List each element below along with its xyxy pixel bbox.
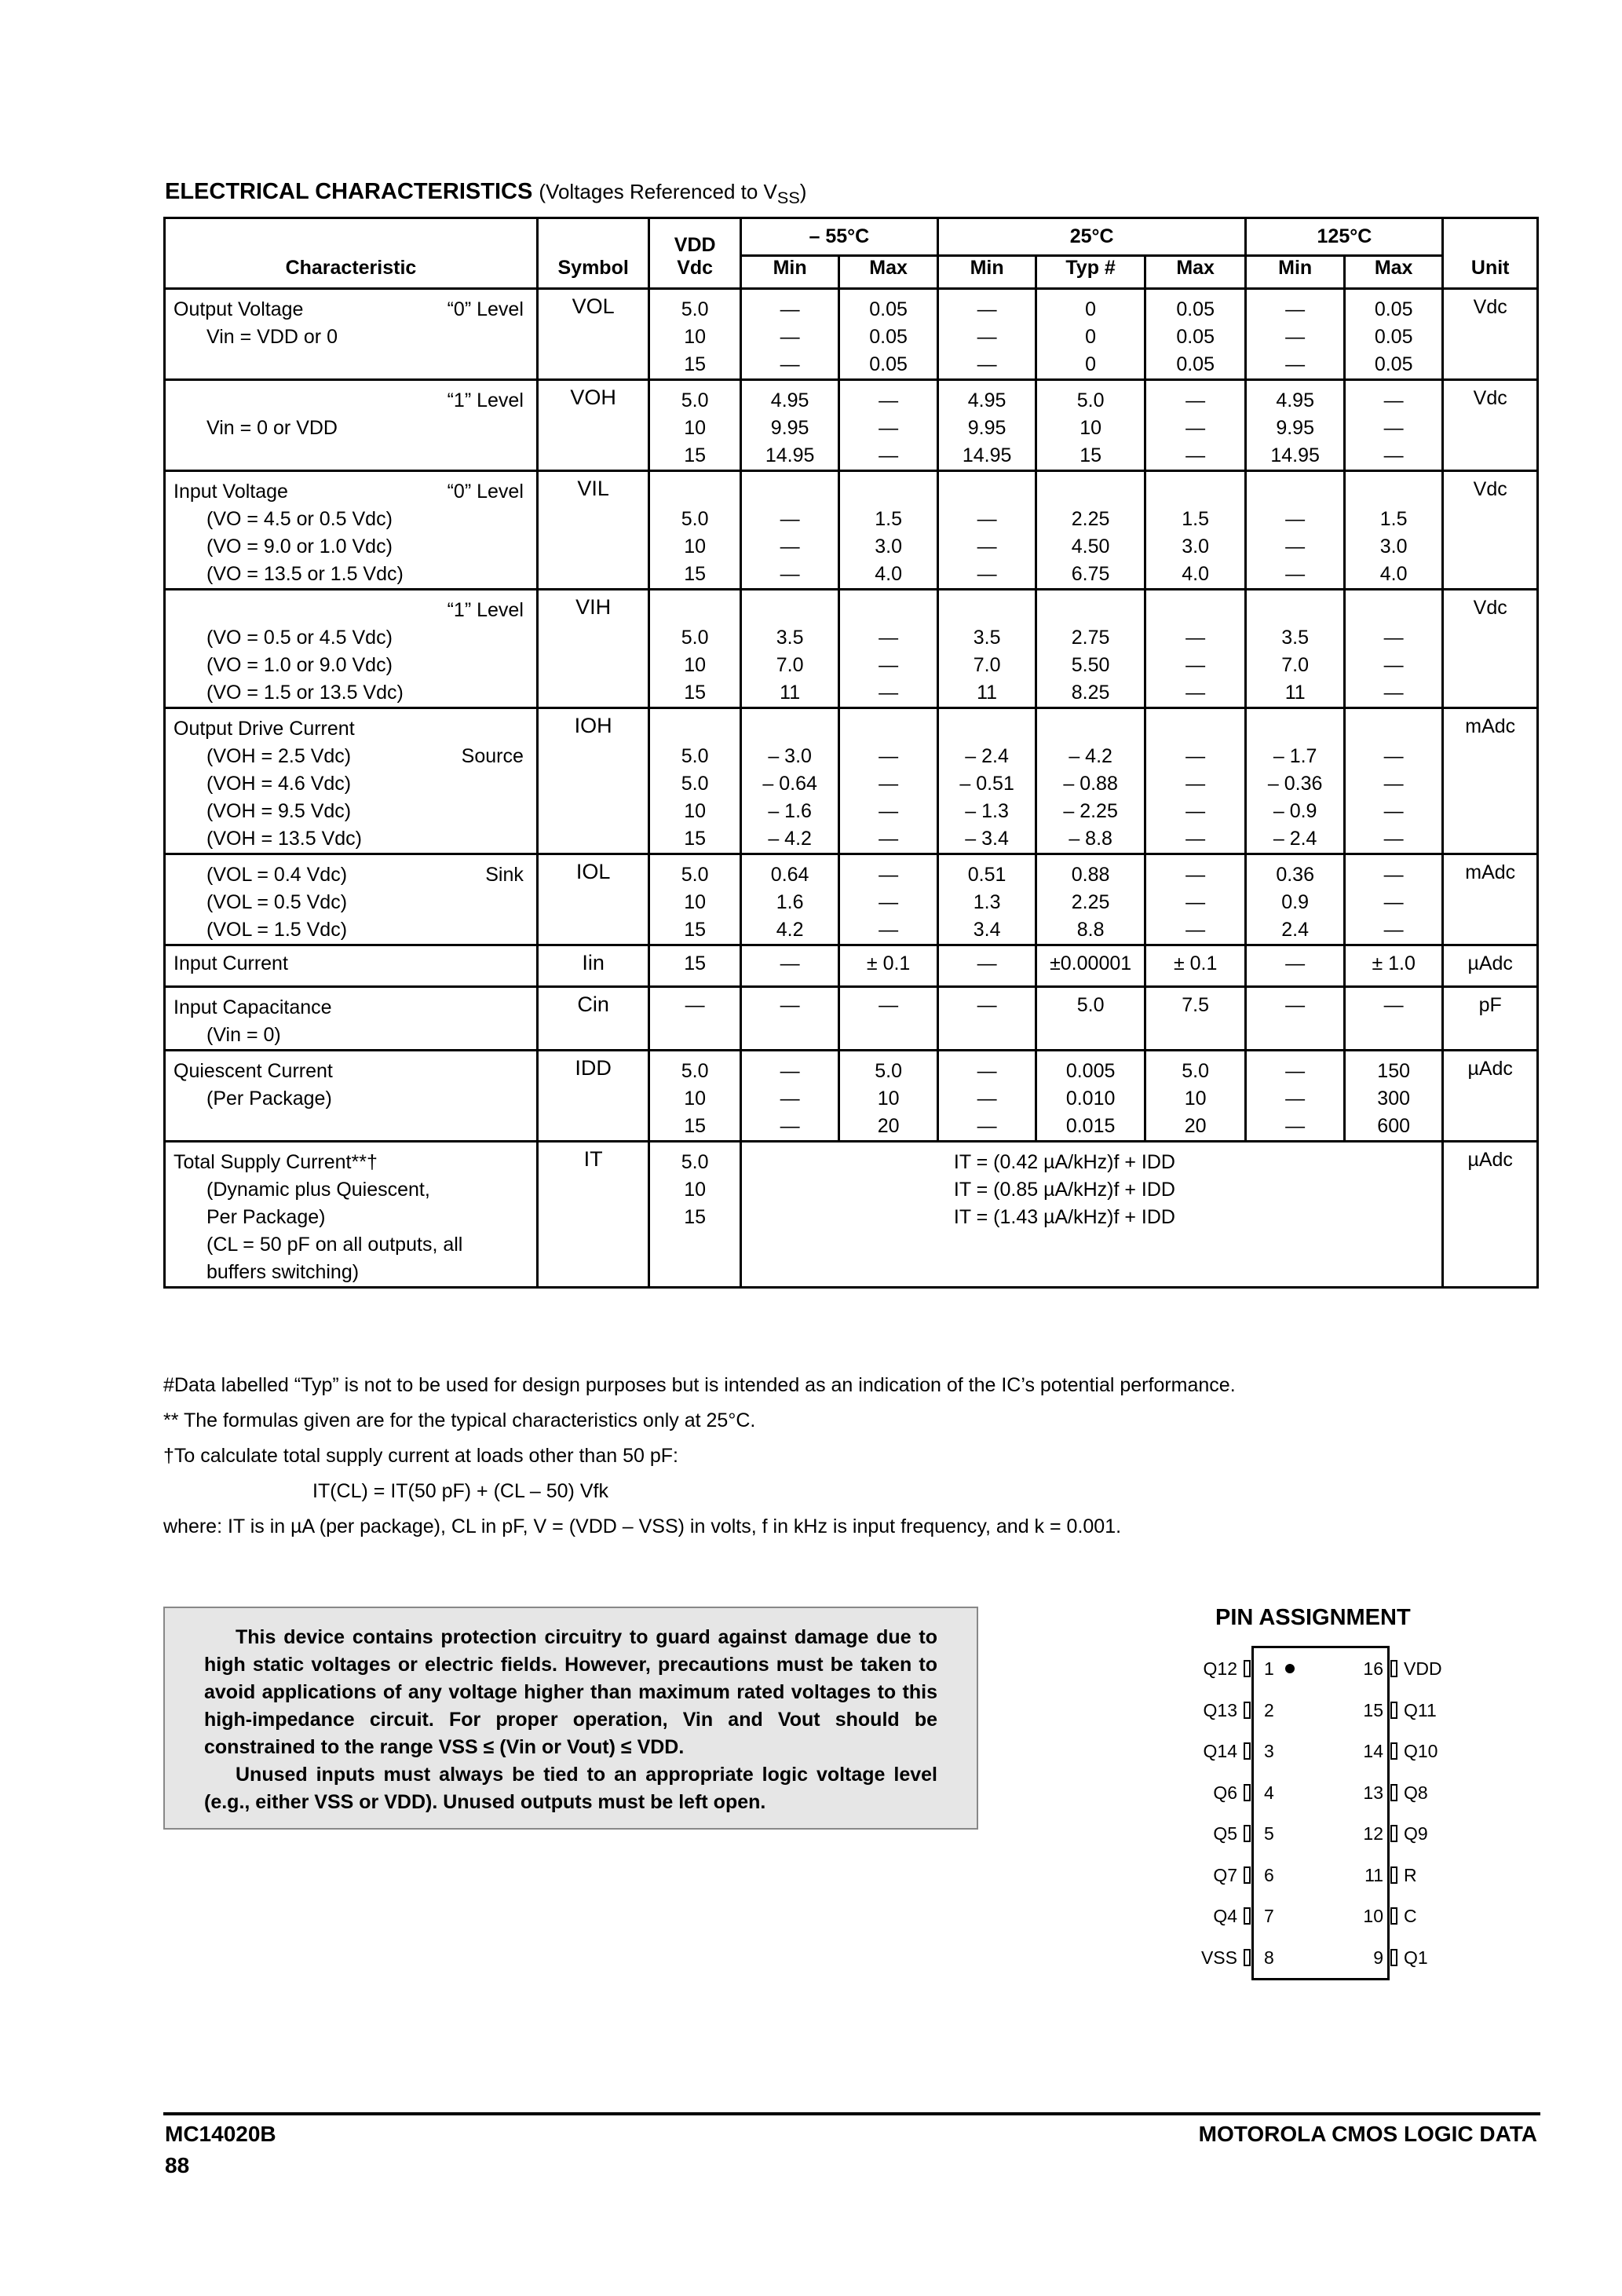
- pin-lead: [1390, 1702, 1397, 1719]
- pin-number: 4: [1264, 1782, 1274, 1803]
- footnotes: #Data labelled “Typ” is not to be used for design purposes but is intended as an indication of the IC’s potential performance. ** The formulas given are for the typical characteristics only at 25°C. †To calculate total supply current at loads other than 50 pF: IT(CL) = IT(50 pF) + (CL – 50) Vfk where: IT is in µA (per package), CL in pF, V = (VDD – VSS) in volts, f in kHz is input frequency, and k = 0.001.: [163, 1374, 1236, 1537]
- pin-number: 3: [1264, 1741, 1274, 1761]
- pin1-dot-icon: [1285, 1664, 1295, 1673]
- header-min: Min: [740, 256, 838, 289]
- footer-rule: [163, 2112, 1540, 2115]
- pin-number: 11: [1364, 1864, 1383, 1885]
- row-vol: Output Voltage “0” Level Vin = VDD or 0 VOL 5.0 10 15 — — — 0.05 0.05 0.05 — — — 0 0 0 0.05 0.05 0.05 — — — 0.05 0.05 0.05 Vdc: [165, 289, 1538, 380]
- row-vil: Input Voltage “0” Level (VO = 4.5 or 0.5 Vdc) (VO = 9.0 or 1.0 Vdc) (VO = 13.5 or 1.5 Vdc) VIL 5.0 10 15 — — — 1.5 3.0 4.0 — — — 2.25 4.50 6.75 1.5 3.0 4.0 — — — 1.5 3.0 4.0 Vdc: [165, 471, 1538, 590]
- pin-number: 7: [1264, 1906, 1274, 1926]
- footer-part-number: MC14020B: [165, 2122, 276, 2146]
- header-min: Min: [1246, 256, 1344, 289]
- header-max: Max: [1344, 256, 1443, 289]
- row-ioh: Output Drive Current (VOH = 2.5 Vdc) Source (VOH = 4.6 Vdc) (VOH = 9.5 Vdc) (VOH = 13.5 Vdc) IOH 5.0 5.0 10 15 – 3.0 – 0.64 – 1.6 – 4.2 — — — — – 2.4 – 0.51 – 1.3 – 3.4 – 4.2 – 0.88 – 2.25 – 8.8 — — — — – 1.7 – 0.36 – 0.9 – 2.4 — — — — mAdc: [165, 708, 1538, 854]
- pin-name: Q4: [1213, 1906, 1237, 1926]
- pin-lead: [1244, 1949, 1251, 1966]
- row-idd: Quiescent Current (Per Package) IDD 5.0 10 15 — — — 5.0 10 20 — — — 0.005 0.010 0.015 5.0 10 20 — — — 150 300 600 µAdc: [165, 1051, 1538, 1142]
- pin-number: 16: [1363, 1658, 1383, 1679]
- pin-name: Q8: [1404, 1782, 1428, 1803]
- pin-name: Q14: [1203, 1741, 1237, 1761]
- electrical-characteristics-table: [163, 217, 1539, 1289]
- header-max: Max: [839, 256, 937, 289]
- pin-name: VDD: [1404, 1658, 1442, 1679]
- pin-name: Q11: [1404, 1699, 1437, 1720]
- pin-lead: [1390, 1907, 1397, 1925]
- esd-warning-box: This device contains protection circuitry to guard against damage due to high static voltages or electric fields. However, precautions must be taken to avoid applications of any voltage higher than maximum rated voltages to this high-impedance circuit. For proper operation, Vin and Vout should be constrained to the range VSS ≤ (Vin or Vout) ≤ VDD. Unused inputs must always be tied to an appropriate logic voltage level (e.g., either VSS or VDD). Unused outputs must be left open.: [163, 1607, 978, 1830]
- ic-package-outline: [1251, 1646, 1390, 1980]
- pin-assignment-title: PIN ASSIGNMENT: [1215, 1605, 1411, 1630]
- pin-name: C: [1404, 1906, 1417, 1926]
- row-voh: “1” Level Vin = 0 or VDD VOH 5.0 10 15 4.95 9.95 14.95 — — — 4.95 9.95 14.95 5.0 10 15 — — — 4.95 9.95 14.95 — — — Vdc: [165, 380, 1538, 471]
- pin-number: 9: [1373, 1947, 1383, 1968]
- pin-name: Q1: [1404, 1947, 1428, 1968]
- header-typ: Typ #: [1036, 256, 1145, 289]
- pin-name: Q12: [1203, 1658, 1237, 1679]
- pin-name: Q13: [1203, 1699, 1237, 1720]
- pin-number: 2: [1264, 1699, 1274, 1720]
- pin-name: R: [1404, 1864, 1417, 1885]
- pin-name: Q7: [1213, 1864, 1237, 1885]
- pin-lead: [1390, 1866, 1397, 1884]
- header-min: Min: [937, 256, 1036, 289]
- header-symbol: Symbol: [537, 218, 649, 289]
- pin-number: 12: [1363, 1823, 1383, 1844]
- pin-lead: [1244, 1660, 1251, 1677]
- pin-number: 5: [1264, 1823, 1274, 1844]
- cell-characteristic: Output Voltage “0” Level Vin = VDD or 0: [165, 289, 538, 380]
- pin-lead: [1390, 1742, 1397, 1760]
- row-cin: Input Capacitance (Vin = 0) Cin — — — — 5.0 7.5 — — pF: [165, 987, 1538, 1051]
- header-unit: Unit: [1443, 218, 1538, 289]
- pin-number: 8: [1264, 1947, 1274, 1968]
- header-temp-minus55: – 55°C: [740, 218, 937, 256]
- row-vih: “1” Level (VO = 0.5 or 4.5 Vdc) (VO = 1.0 or 9.0 Vdc) (VO = 1.5 or 13.5 Vdc) VIH 5.0 10 15 3.5 7.0 11 — — — 3.5 7.0 11 2.75 5.50 8.25 — — — 3.5 7.0 11 — — — Vdc: [165, 590, 1538, 708]
- pin-name: Q10: [1404, 1741, 1438, 1761]
- header-temp-25: 25°C: [937, 218, 1246, 256]
- supply-current-formulas: IT = (0.42 µA/kHz)f + IDD IT = (0.85 µA/kHz)f + IDD IT = (1.43 µA/kHz)f + IDD: [740, 1142, 1443, 1288]
- pin-number: 6: [1264, 1864, 1274, 1885]
- pin-lead: [1244, 1784, 1251, 1801]
- pin-lead: [1244, 1702, 1251, 1719]
- pin-number: 15: [1363, 1699, 1383, 1720]
- row-iol: (VOL = 0.4 Vdc) Sink (VOL = 0.5 Vdc) (VOL = 1.5 Vdc) IOL 5.0 10 15 0.64 1.6 4.2 — — — 0.51 1.3 3.4 0.88 2.25 8.8 — — — 0.36 0.9 2.4 — — — mAdc: [165, 854, 1538, 945]
- pin-lead: [1244, 1742, 1251, 1760]
- header-characteristic: Characteristic: [165, 218, 538, 289]
- pin-name: Q6: [1213, 1782, 1237, 1803]
- pin-lead: [1390, 1949, 1397, 1966]
- pin-name: Q5: [1213, 1823, 1237, 1844]
- pin-lead: [1390, 1825, 1397, 1842]
- footer-brand: MOTOROLA CMOS LOGIC DATA: [1198, 2122, 1537, 2146]
- row-it: Total Supply Current**† (Dynamic plus Quiescent, Per Package) (CL = 50 pF on all outputs, all buffers switching) IT 5.0 10 15 IT = (0.42 µA/kHz)f + IDD IT = (0.85 µA/kHz)f + IDD IT = (1.43 µA/kHz)f + IDD µAdc: [165, 1142, 1538, 1288]
- pin-number: 14: [1363, 1741, 1383, 1761]
- pin-name: VSS: [1200, 1947, 1237, 1968]
- pin-number: 13: [1363, 1782, 1383, 1803]
- section-title: ELECTRICAL CHARACTERISTICS (Voltages Referenced to $V_{SS}$): [165, 179, 807, 208]
- pin-lead: [1244, 1907, 1251, 1925]
- pin-lead: [1390, 1660, 1397, 1677]
- header-vdd: VDD Vdc: [649, 218, 740, 289]
- footer-page-number: 88: [165, 2153, 190, 2177]
- header-max: Max: [1145, 256, 1246, 289]
- row-iin: Input Current Iin 15 — ± 0.1 — ±0.00001 ± 0.1 — ± 1.0 µAdc: [165, 945, 1538, 987]
- pin-number: 1: [1264, 1658, 1274, 1679]
- header-temp-125: 125°C: [1246, 218, 1443, 256]
- pin-lead: [1390, 1784, 1397, 1801]
- pin-number: 10: [1363, 1906, 1383, 1926]
- pin-name: Q9: [1404, 1823, 1428, 1844]
- pin-lead: [1244, 1825, 1251, 1842]
- pin-lead: [1244, 1866, 1251, 1884]
- cell-symbol: VOL: [537, 289, 649, 380]
